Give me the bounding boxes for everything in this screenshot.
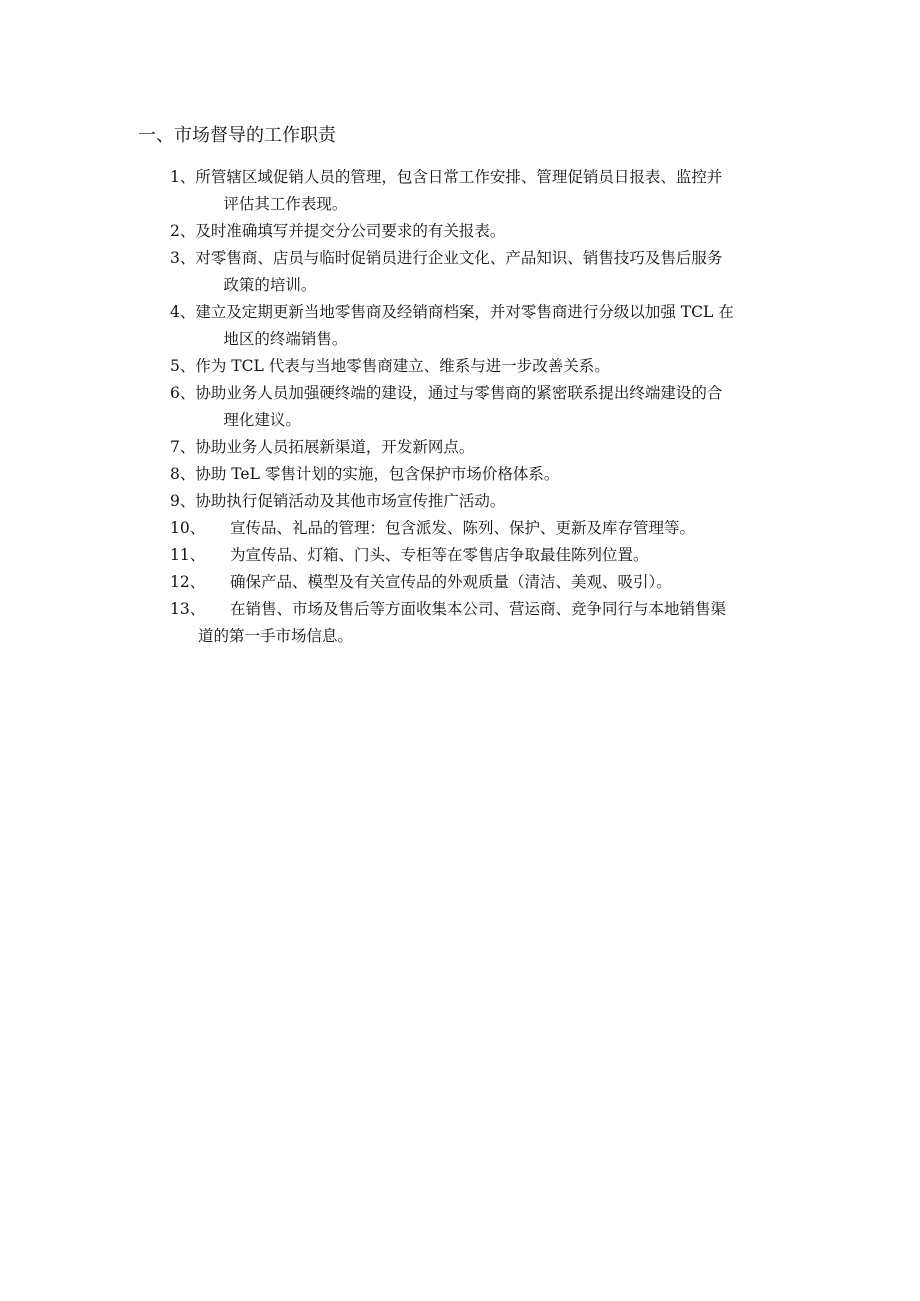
duty-item xyxy=(170,353,790,380)
duty-item xyxy=(170,542,790,569)
duty-item-number: 10、 xyxy=(170,519,206,537)
duty-item-line: 道的第一手市场信息。 xyxy=(198,627,354,645)
duty-item xyxy=(170,299,790,353)
duty-item xyxy=(170,245,790,299)
duty-item xyxy=(170,434,790,461)
duty-item-number: 11、 xyxy=(170,546,206,564)
duty-item xyxy=(170,515,790,542)
duty-item-line: 确保产品、模型及有关宣传品的外观质量（清洁、美观、吸引）。 xyxy=(230,573,672,591)
duty-item-text xyxy=(230,542,790,569)
duty-item-number: 12、 xyxy=(170,573,206,591)
duty-item-line: 作为 TCL 代表与当地零售商建立、维系与进一步改善关系。 xyxy=(195,357,610,375)
duty-item-text xyxy=(230,515,790,542)
duty-item-number: 2、 xyxy=(170,222,196,240)
duty-item-text xyxy=(195,434,790,461)
duty-item-line: 评估其工作表现。 xyxy=(223,195,348,213)
duty-item xyxy=(170,218,790,245)
duty-item-number: 9、 xyxy=(170,492,196,510)
duty-item xyxy=(170,164,790,218)
duty-item-number: 1、 xyxy=(170,168,196,186)
duty-item-number: 13、 xyxy=(170,600,206,618)
duty-item-line: 所管辖区域促销人员的管理，包含日常工作安排、管理促销员日报表、监控并 xyxy=(195,168,723,186)
duty-item-line: 理化建议。 xyxy=(223,411,301,429)
duty-item-text xyxy=(230,569,790,596)
duty-item-line: 地区的终端销售。 xyxy=(223,330,348,348)
duty-item-line: 协助业务人员加强硬终端的建设，通过与零售商的紧密联系提出终端建设的合 xyxy=(195,384,723,402)
duty-item-line: 协助执行促销活动及其他市场宣传推广活动。 xyxy=(195,492,506,510)
duty-item-line: 对零售商、店员与临时促销员进行企业文化、产品知识、销售技巧及售后服务 xyxy=(195,249,723,267)
duty-item xyxy=(170,569,790,596)
duty-item-line: 政策的培训。 xyxy=(223,276,317,294)
duty-item-line: 在销售、市场及售后等方面收集本公司、营运商、竞争同行与本地销售渠 xyxy=(230,600,727,618)
duty-item-line: 建立及定期更新当地零售商及经销商档案，并对零售商进行分级以加强 TCL 在 xyxy=(195,303,734,321)
duty-item xyxy=(170,461,790,488)
duty-item-text xyxy=(195,353,790,380)
duty-item-text xyxy=(195,299,790,353)
duty-item-number: 7、 xyxy=(170,438,196,456)
duty-item-number: 6、 xyxy=(170,384,196,402)
duty-item-number: 4、 xyxy=(170,303,196,321)
duty-item-line: 协助业务人员拓展新渠道，开发新网点。 xyxy=(195,438,475,456)
duty-item xyxy=(170,596,790,650)
duty-item-text xyxy=(195,461,790,488)
duty-item-line: 协助 TeL 零售计划的实施，包含保护市场价格体系。 xyxy=(195,465,560,483)
duty-item-line: 及时准确填写并提交分公司要求的有关报表。 xyxy=(195,222,506,240)
duty-item-line: 为宣传品、灯箱、门头、专柜等在零售店争取最佳陈列位置。 xyxy=(230,546,649,564)
duty-item-line: 宣传品、礼品的管理：包含派发、陈列、保护、更新及库存管理等。 xyxy=(230,519,696,537)
duty-item-text xyxy=(195,488,790,515)
duty-item-text xyxy=(195,380,790,434)
duty-list xyxy=(170,164,790,650)
duty-item-number: 3、 xyxy=(170,249,196,267)
duty-item-number: 8、 xyxy=(170,465,196,483)
duty-item-text xyxy=(195,245,790,299)
duty-item-text xyxy=(195,164,790,218)
duty-item xyxy=(170,380,790,434)
section-heading: 一、市场督导的工作职责 xyxy=(138,125,336,146)
duty-item xyxy=(170,488,790,515)
duty-item-text xyxy=(198,596,790,650)
duty-item-text xyxy=(195,218,790,245)
duty-item-number: 5、 xyxy=(170,357,196,375)
